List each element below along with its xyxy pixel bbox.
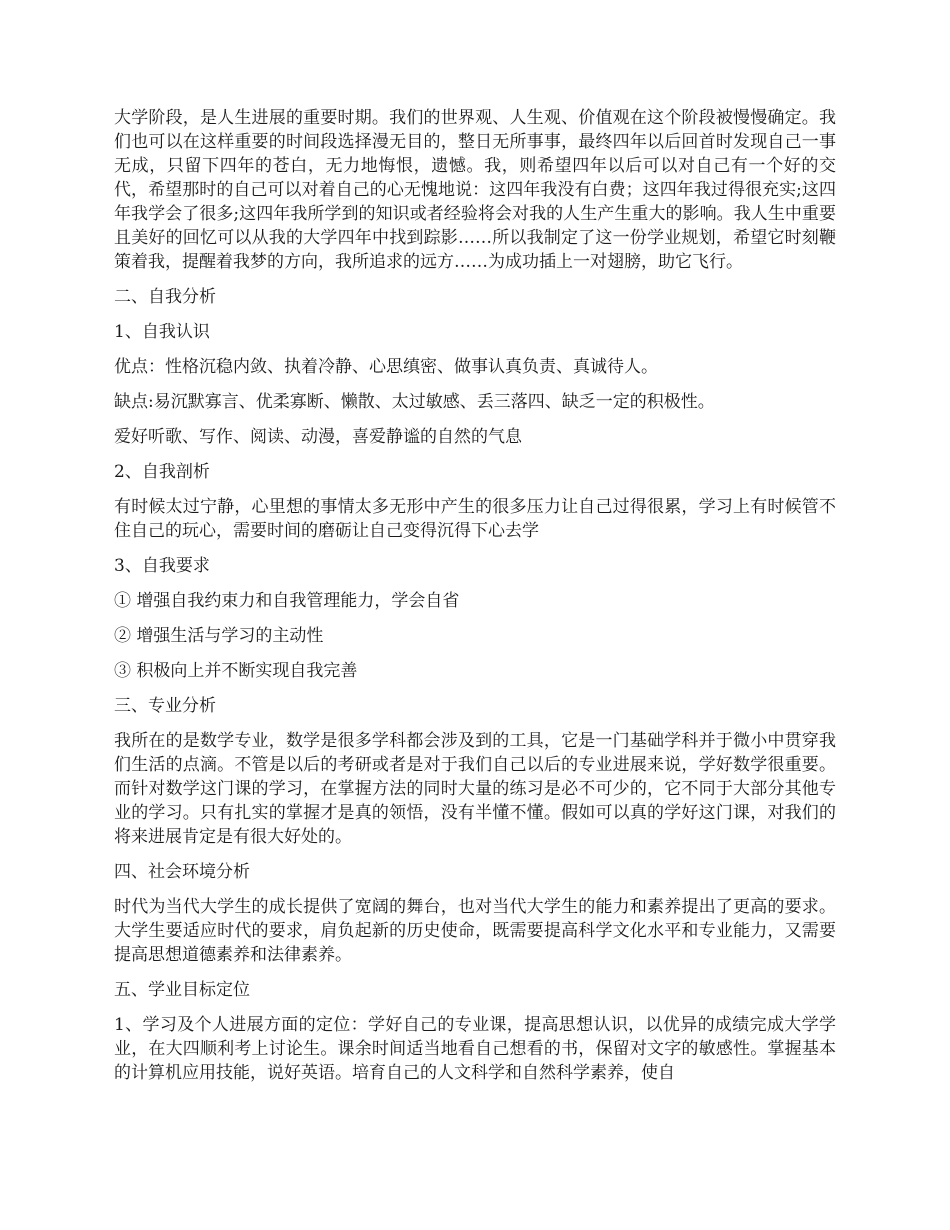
- requirement-item-3: ③ 积极向上并不断实现自我完善: [114, 661, 358, 681]
- intro-paragraph: 大学阶段，是人生进展的重要时期。我们的世界观、人生观、价值观在这个阶段被慢慢确定。我们也可以在这样重要的时间段选择漫无目的，整日无所事事，最终四年以后回首时发现自己一事无成，只留下四年的苍白，无力地悔恨，遗憾。我，则希望四年以后可以对自己有一个好的交代，希望那时的自己可以对着自己的心无愧地说：这四年我没有白费；这四年我过得很充实;这四年我学会了很多;这四年我所学到的知识或者经验将会对我的人生产生重大的影响。我人生中重要且美好的回忆可以从我的大学四年中找到踪影……所以我制定了这一份学业规划，希望它时刻鞭策着我，提醒着我梦的方向，我所追求的远方……为成功插上一对翅膀，助它飞行。: [114, 108, 836, 272]
- hobbies-paragraph: 爱好听歌、写作、阅读、动漫，喜爱静谧的自然的气息: [114, 427, 522, 447]
- major-paragraph: 我所在的是数学专业，数学是很多学科都会涉及到的工具，它是一门基础学科并于微小中贯穿我们生活的点滴。不管是以后的考研或者是对于我们自己以后的专业进展来说，学好数学很重要。而针对数学这门课的学习，在掌握方法的同时大量的练习是必不可少的，它不同于大部分其他专业的学习。只有扎实的掌握才是真的领悟，没有半懂不懂。假如可以真的学好这门课，对我们的将来进展肯定是有很大好处的。: [114, 731, 836, 847]
- subheading-self-dissection: 2、自我剖析: [114, 462, 210, 482]
- dissection-paragraph: 有时候太过宁静，心里想的事情太多无形中产生的很多压力让自己过得很累，学习上有时候管不住自己的玩心，需要时间的磨砺让自己变得沉得下心去学: [114, 497, 836, 541]
- weaknesses-paragraph: 缺点:易沉默寡言、优柔寡断、懒散、太过敏感、丢三落四、缺乏一定的积极性。: [114, 392, 715, 412]
- section-heading-social-analysis: 四、社会环境分析: [114, 862, 250, 882]
- subheading-self-knowledge: 1、自我认识: [114, 322, 210, 342]
- requirement-item-1: ① 增强自我约束力和自我管理能力，学会自省: [114, 591, 460, 611]
- requirement-item-2: ② 增强生活与学习的主动性: [114, 626, 324, 646]
- section-heading-goal: 五、学业目标定位: [114, 980, 250, 1000]
- subheading-self-requirement: 3、自我要求: [114, 556, 210, 576]
- document-body: [114, 106, 836, 1096]
- strengths-paragraph: 优点：性格沉稳内敛、执着冷静、心思缜密、做事认真负责、真诚待人。: [114, 357, 658, 377]
- social-paragraph: 时代为当代大学生的成长提供了宽阔的舞台，也对当代大学生的能力和素养提出了更高的要求。大学生要适应时代的要求，肩负起新的历史使命，既需要提高科学文化水平和专业能力，又需要提高思想道德素养和法律素养。: [114, 897, 836, 965]
- section-heading-major-analysis: 三、专业分析: [114, 696, 216, 716]
- goal-paragraph-1: 1、学习及个人进展方面的定位：学好自己的专业课，提高思想认识，以优异的成绩完成大学学业，在大四顺利考上讨论生。课余时间适当地看自己想看的书，保留对文字的敏感性。掌握基本的计算机应用技能，说好英语。培育自己的人文科学和自然科学素养，使自: [114, 1015, 836, 1083]
- section-heading-self-analysis: 二、自我分析: [114, 287, 216, 307]
